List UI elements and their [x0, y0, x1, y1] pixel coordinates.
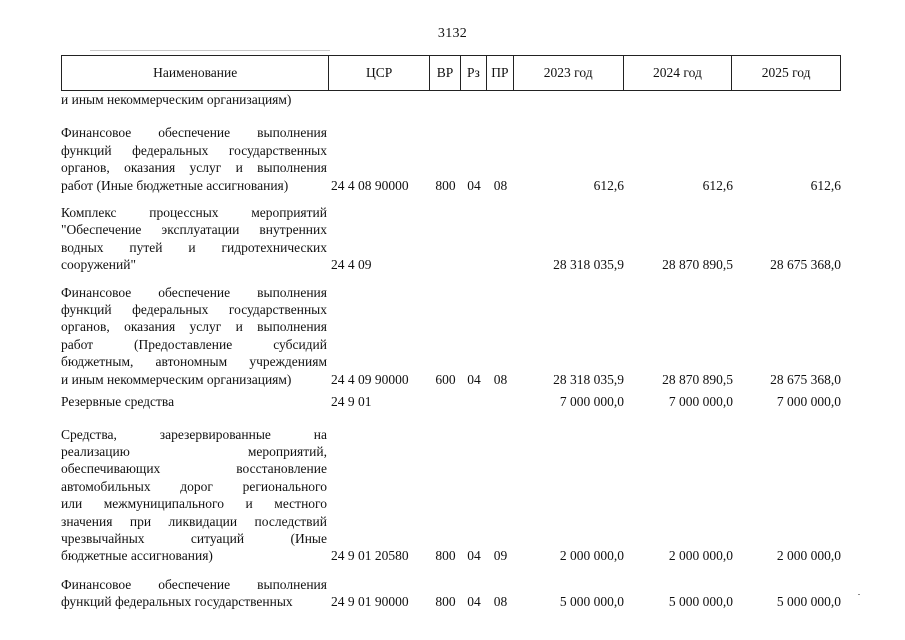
- row-pr: [487, 91, 514, 108]
- row-name-line: автомобильных дорог регионального: [61, 478, 327, 494]
- row-rz: 04: [467, 548, 481, 564]
- row-vr: 800: [435, 177, 456, 193]
- row-y2023: 5 000 000,0: [559, 594, 624, 610]
- row-name-line: водных путей и гидротехнических: [61, 239, 327, 255]
- row-name: [61, 426, 329, 565]
- row-name-line: работ (Предоставление субсидий: [61, 336, 327, 352]
- table-row: [61, 124, 841, 194]
- row-y2024: 7 000 000,0: [668, 394, 733, 410]
- row-csr: 24 9 01: [331, 394, 372, 410]
- row-pr: 08: [493, 177, 508, 193]
- row-vr: [430, 393, 461, 410]
- row-y2024: 612,6: [702, 177, 733, 193]
- scan-speck: [858, 594, 860, 595]
- header-rz: Рз: [461, 56, 487, 90]
- table-header: [61, 55, 841, 91]
- row-name: [61, 204, 329, 274]
- row-name: [61, 91, 329, 108]
- header-2024: 2024 год: [624, 56, 733, 90]
- row-vr: 600: [435, 371, 456, 387]
- row-pr: 09: [493, 548, 508, 564]
- row-name-line: обеспечивающих восстановление: [61, 461, 327, 477]
- row-rz: 04: [467, 177, 481, 193]
- table-row: [61, 91, 841, 108]
- row-name: [61, 124, 329, 194]
- row-name-line: бюджетным, автономным учреждениям: [61, 354, 327, 370]
- row-name: [61, 284, 329, 388]
- row-csr: 24 4 09 90000: [331, 371, 409, 387]
- row-csr: 24 4 09: [331, 257, 372, 273]
- row-vr: 800: [435, 548, 456, 564]
- row-y2023: 28 318 035,9: [553, 257, 624, 273]
- row-name-line: функций федеральных государственных: [61, 302, 327, 318]
- header-2025: 2025 год: [761, 65, 811, 80]
- row-vr: [430, 204, 461, 274]
- row-name-line: функций федеральных государственных: [61, 142, 327, 158]
- table-body: [61, 91, 841, 611]
- table-row: [61, 576, 841, 611]
- table-row: [61, 426, 841, 565]
- row-name-line: органов, оказания услуг и выполнения: [61, 160, 327, 176]
- row-name-line: сооружений": [61, 257, 136, 273]
- row-pr: 08: [493, 594, 508, 610]
- row-pr: [487, 204, 514, 274]
- row-y2023: 2 000 000,0: [559, 548, 624, 564]
- row-vr: 800: [435, 594, 456, 610]
- row-name-line: Финансовое обеспечение выполнения: [61, 125, 327, 141]
- row-pr: [487, 393, 514, 410]
- row-csr: 24 9 01 20580: [331, 548, 409, 564]
- row-rz: 04: [467, 371, 481, 387]
- row-y2024: 28 870 890,5: [662, 257, 733, 273]
- row-y2024: [624, 91, 733, 108]
- row-name-line: значения при ликвидации последствий: [61, 513, 327, 529]
- row-y2025: [733, 91, 841, 108]
- row-name-line: или межмуниципального и местного: [61, 496, 327, 512]
- header-name: Наименование: [62, 56, 329, 90]
- row-rz: [461, 393, 487, 410]
- row-name-line: бюджетные ассигнования): [61, 548, 213, 564]
- row-y2024: 28 870 890,5: [662, 371, 733, 387]
- row-rz: 04: [467, 594, 481, 610]
- row-name-line: реализацию мероприятий,: [61, 443, 327, 459]
- row-csr: 24 4 08 90000: [331, 177, 409, 193]
- header-vr: ВР: [430, 56, 461, 90]
- row-rz: [461, 91, 487, 108]
- row-name-line: Резервные средства: [61, 394, 175, 410]
- row-y2025: 2 000 000,0: [776, 548, 841, 564]
- row-name-line: и иным некоммерческим организациям): [61, 92, 292, 107]
- row-name-line: Средства, зарезервированные на: [61, 426, 327, 442]
- row-name-line: Финансовое обеспечение выполнения: [61, 284, 327, 300]
- row-name: [61, 576, 329, 611]
- row-name-line: Комплекс процессных мероприятий: [61, 205, 327, 221]
- row-y2025: 612,6: [810, 177, 841, 193]
- row-name-line: и иным некоммерческим организациям): [61, 371, 292, 387]
- header-csr: ЦСР: [329, 56, 430, 90]
- row-pr: 08: [493, 371, 508, 387]
- row-y2024: 2 000 000,0: [668, 548, 733, 564]
- row-y2023: 28 318 035,9: [553, 371, 624, 387]
- row-name-line: Финансовое обеспечение выполнения: [61, 576, 327, 592]
- row-y2023: 612,6: [593, 177, 624, 193]
- row-y2025: 28 675 368,0: [770, 371, 841, 387]
- table-row: [61, 284, 841, 388]
- row-vr: [430, 91, 461, 108]
- row-y2023: [514, 91, 624, 108]
- row-csr: [329, 91, 430, 108]
- row-y2025: 28 675 368,0: [770, 257, 841, 273]
- row-y2025: 5 000 000,0: [776, 594, 841, 610]
- row-name-line: функций федеральных государственных: [61, 594, 293, 610]
- row-y2025: 7 000 000,0: [776, 394, 841, 410]
- row-y2023: 7 000 000,0: [559, 394, 624, 410]
- page-number: 3132: [437, 26, 468, 41]
- row-y2024: 5 000 000,0: [668, 594, 733, 610]
- top-rule: [90, 50, 330, 51]
- header-2023: 2023 год: [514, 56, 624, 90]
- row-name: [61, 393, 329, 410]
- table-row: [61, 393, 841, 410]
- row-name-line: чрезвычайных ситуаций (Иные: [61, 530, 327, 546]
- row-csr: 24 9 01 90000: [331, 594, 409, 610]
- table-row: [61, 204, 841, 274]
- row-name-line: работ (Иные бюджетные ассигнования): [61, 177, 289, 193]
- row-name-line: органов, оказания услуг и выполнения: [61, 319, 327, 335]
- row-name-line: "Обеспечение эксплуатации внутренних: [61, 222, 327, 238]
- header-pr: ПР: [487, 56, 514, 90]
- row-rz: [461, 204, 487, 274]
